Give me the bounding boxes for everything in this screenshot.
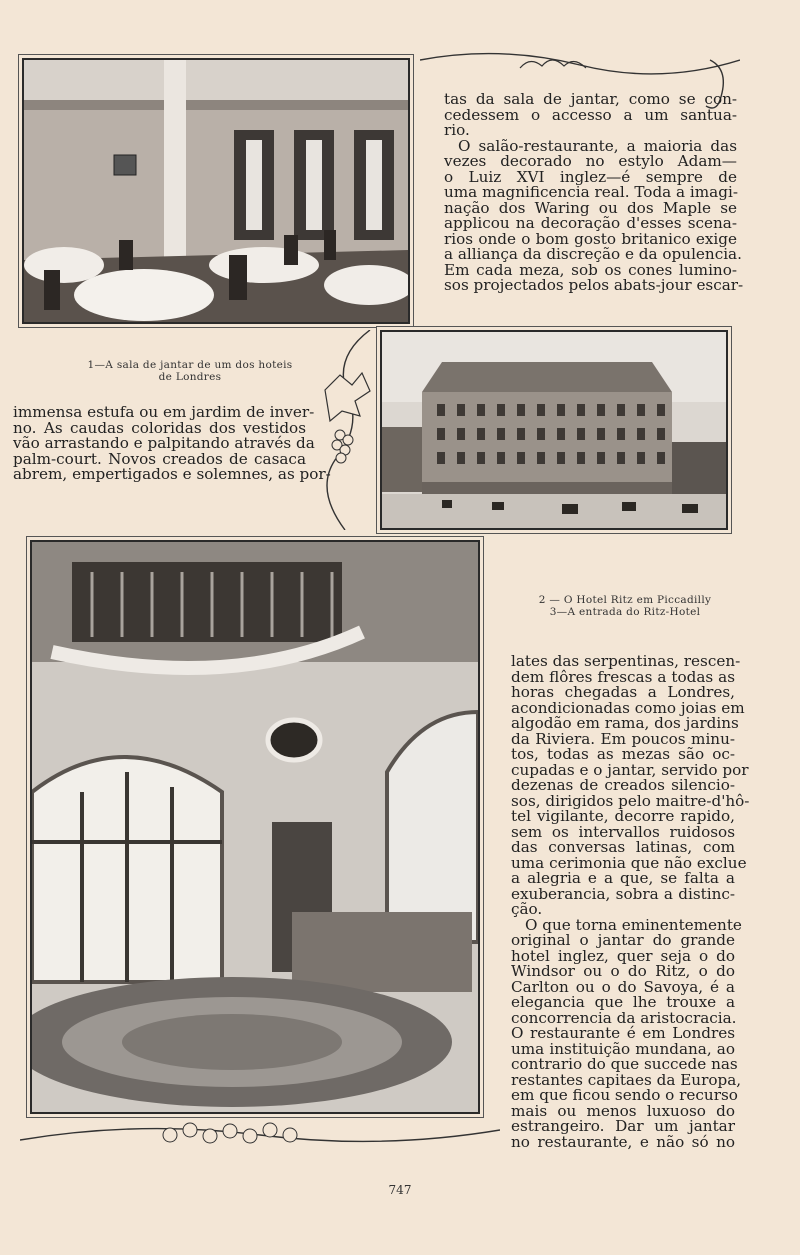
text-line: exuberancia, sobra a distinc-: [511, 884, 735, 903]
text-line: horas chegadas a Londres,: [511, 683, 735, 701]
text-line: sos projectados pelos abats-jour escar-: [444, 276, 744, 294]
caption-figure-1: [40, 359, 340, 383]
text-line: tel vigilante, decorre rapido,: [511, 807, 735, 825]
text-column-middle-left: [13, 403, 331, 483]
text-line: O que torna eminentemente: [525, 915, 742, 934]
text-line: mais ou menos luxuoso do: [511, 1101, 735, 1120]
text-line: uma instituição mundana, ao: [511, 1039, 735, 1058]
text-line: cedessem o accesso a um santua-: [444, 105, 737, 124]
text-line: ção.: [511, 900, 543, 918]
text-line: tas da sala de jantar, como se con-: [444, 90, 737, 108]
text-line: tos, todas as mezas são oc-: [511, 745, 735, 763]
text-line: O salão-restaurante, a maioria das: [458, 136, 737, 155]
text-line: vão arrastando e palpitando através da: [13, 434, 315, 452]
page-number: 747: [388, 1183, 412, 1197]
photo-ritz-entrance: [30, 540, 480, 1114]
text-line: a alegria e a que, se falta a: [511, 869, 735, 887]
text-column-top-right: [444, 90, 744, 294]
photo-dining-room: [22, 58, 410, 324]
text-line: a alliança da discreção e da opulencia.: [444, 245, 742, 263]
text-line: cupadas e o jantar, servido por: [511, 760, 749, 779]
text-line: Em cada meza, sob os cones lumino-: [444, 260, 737, 279]
caption-figure-2: 2 — O Hotel Ritz em Piccadilly: [538, 594, 712, 606]
text-line: restantes capitaes da Europa,: [511, 1070, 742, 1089]
caption-figure-3: 3—A entrada do Ritz-Hotel: [549, 606, 701, 618]
text-line: vezes decorado no estylo Adam—: [444, 152, 737, 170]
text-line: das conversas latinas, com: [511, 838, 735, 856]
caption-figure-1-line1: 1—A sala de jantar de um dos hoteis: [87, 359, 293, 371]
text-line: rios onde o bom gosto britanico exige: [444, 229, 737, 248]
caption-figures-2-3: [510, 594, 740, 618]
text-line: abrem, empertigados e solemnes, as por-: [13, 465, 331, 483]
text-line: Windsor ou o do Ritz, o do: [511, 962, 735, 980]
caption-figure-1-line2: de Londres: [158, 371, 222, 383]
text-line: em que ficou sendo o recurso: [511, 1086, 738, 1104]
hotel-ritz-illustration: [382, 332, 726, 528]
text-line: elegancia que lhe trouxe a: [511, 993, 735, 1011]
text-line: algodão em rama, dos jardins: [511, 714, 739, 732]
text-line: contrario do que succede nas: [511, 1055, 738, 1073]
dining-room-illustration: [24, 60, 408, 322]
text-line: no restaurante, e não só no: [511, 1132, 735, 1151]
text-line: nação dos Waring ou dos Maple se: [444, 198, 737, 217]
text-line: o Luiz XVI inglez—é sempre de: [444, 167, 737, 186]
text-line: da Riviera. Em poucos minu-: [511, 729, 735, 748]
text-line: uma cerimonia que não exclue: [511, 853, 747, 872]
text-line: hotel inglez, quer seja o do: [511, 946, 735, 965]
text-line: O restaurante é em Londres: [511, 1024, 735, 1042]
text-line: palm-court. Novos creados de casaca: [13, 449, 306, 468]
text-line: estrangeiro. Dar um jantar: [511, 1117, 735, 1135]
text-line: dezenas de creados silencio-: [511, 776, 735, 794]
text-line: rio.: [444, 121, 470, 139]
text-line: applicou na decoração d'esses scena-: [444, 214, 737, 232]
text-line: original o jantar do grande: [511, 931, 735, 949]
text-line: sos, dirigidos pelo maitre-d'hô-: [511, 791, 750, 810]
text-line: immensa estufa ou em jardim de inver-: [13, 403, 315, 421]
photo-hotel-ritz: [380, 330, 728, 530]
text-line: acondicionadas como joias em: [511, 698, 745, 717]
text-column-bottom-right: [511, 652, 750, 1151]
text-line: uma magnificencia real. Toda a imagi-: [444, 183, 738, 201]
text-line: sem os intervallos ruidosos: [511, 822, 735, 841]
text-line: dem flôres frescas a todas as: [511, 667, 735, 686]
text-line: concorrencia da aristocracia.: [511, 1008, 737, 1027]
text-line: lates das serpentinas, rescen-: [511, 652, 741, 670]
ritz-entrance-illustration: [32, 542, 478, 1112]
text-line: Carlton ou o do Savoya, é a: [511, 977, 735, 996]
text-line: no. As caudas coloridas dos vestidos: [13, 418, 306, 437]
